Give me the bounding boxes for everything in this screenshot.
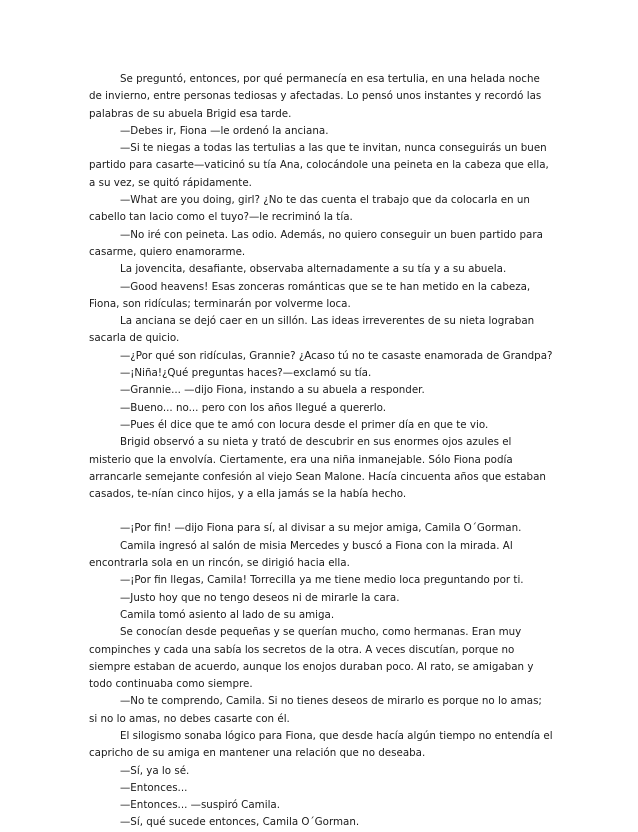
paragraph: Se preguntó, entonces, por qué permanecía en esa tertulia, en una helada noche de invierno, entre personas tediosas y afectadas. Lo pensó unos instantes y recordó las palabras de su abuela Brigid esa tarde. [89, 73, 542, 120]
paragraph: Camila ingresó al salón de misia Mercedes y buscó a Fiona con la mirada. Al encontrarla sola en un rincón, se dirigió hacia ella. [89, 539, 513, 570]
paragraph: La jovencita, desafiante, observaba alternadamente a su tía y a su abuela. [120, 263, 507, 276]
paragraph: La anciana se dejó caer en un sillón. Las ideas irreverentes de su nieta lograban sacarla de quicio. [89, 315, 535, 345]
paragraph: —Pues él dice que te amó con locura desde el primer día en que te vio. [120, 418, 489, 431]
paragraph: —Justo hoy que no tengo deseos ni de mirarle la cara. [120, 591, 400, 604]
paragraph: —¿Por qué son ridículas, Grannie? ¿Acaso tú no te casaste enamorada de Grandpa? [120, 349, 553, 362]
paragraph: —Good heavens! Esas zonceras románticas que se te han metido en la cabeza, Fiona, son ridículas; terminarán por volverme loca. [89, 280, 531, 310]
paragraph: —No te comprendo, Camila. Si no tienes deseos de mirarlo es porque no lo amas; si no lo amas, no debes casarte con él. [89, 695, 542, 725]
paragraph: —Entonces... —suspiró Camila. [120, 799, 281, 812]
paragraph: —Debes ir, Fiona —le ordenó la anciana. [120, 124, 329, 137]
paragraph: —Si te niegas a todas las tertulias a las que te invitan, nunca conseguirás un buen partido para casarte—vaticinó su tía Ana, colocándole una peineta en la cabeza que ella, a su vez, se quitó rápidamente. [89, 142, 549, 189]
document-page [89, 71, 553, 832]
paragraph: —¡Por fin! —dijo Fiona para sí, al divisar a su mejor amiga, Camila O´Gorman. [120, 522, 522, 535]
paragraph: Camila tomó asiento al lado de su amiga. [120, 608, 335, 621]
paragraph: —¡Niña!¿Qué preguntas haces?—exclamó su tía. [120, 367, 372, 380]
paragraph: —Sí, qué sucede entonces, Camila O´Gorman. [120, 816, 360, 829]
paragraph: El silogismo sonaba lógico para Fiona, que desde hacía algún tiempo no entendía el capricho de su amiga en mantener una relación que no deseaba. [89, 729, 553, 760]
paragraph: Se conocían desde pequeñas y se querían mucho, como hermanas. Eran muy compinches y cada una sabía los secretos de la otra. A veces discutían, porque no siempre estaban de acuerdo, aunque los enojos duraban poco. Al rato, se amigaban y todo continuaba como siempre. [89, 626, 534, 691]
paragraph: —Grannie... —dijo Fiona, instando a su abuela a responder. [120, 384, 425, 397]
paragraph: Brigid observó a su nieta y trató de descubrir en sus enormes ojos azules el misterio que la envolvía. Ciertamente, era una niña inmanejable. Sólo Fiona podía arrancarle semejante confesión al viejo Sean Malone. Hacía cincuenta años que estaban casados, te-nían cinco hijos, y a ella jamás se la había hecho. [89, 436, 546, 501]
paragraph: —No iré con peineta. Las odio. Además, no quiero conseguir un buen partido para casarme, quiero enamorarme. [89, 228, 543, 258]
paragraph: —¡Por fin llegas, Camila! Torrecilla ya me tiene medio loca preguntando por ti. [120, 574, 524, 587]
paragraph: —What are you doing, girl? ¿No te das cuenta el trabajo que da colocarla en un cabello tan lacio como el tuyo?—le recriminó la tía. [89, 194, 530, 224]
paragraph: —Entonces... [120, 781, 188, 794]
paragraph: —Sí, ya lo sé. [120, 764, 190, 777]
paragraph: —Bueno... no... pero con los años llegué a quererlo. [120, 401, 387, 414]
